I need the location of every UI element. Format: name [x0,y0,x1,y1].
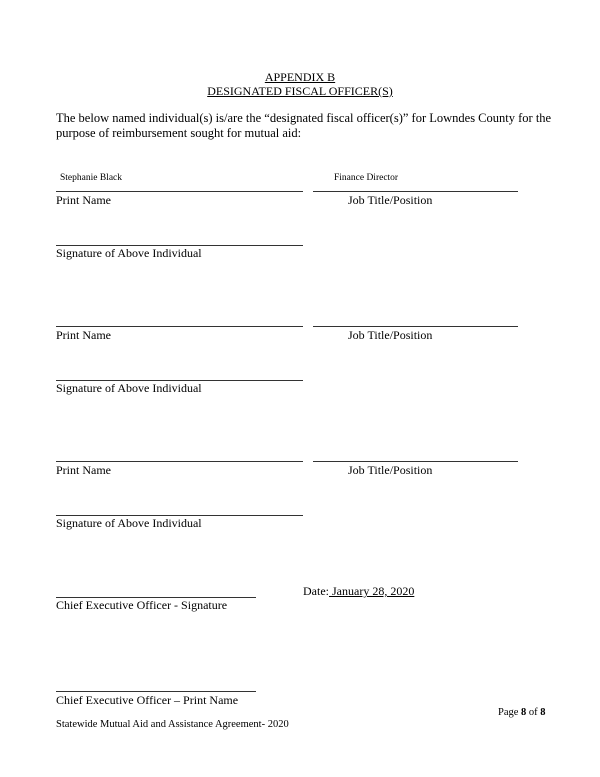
officer-3-signature-label: Signature of Above Individual [56,516,202,530]
officer-2-job-title-label: Job Title/Position [348,328,433,342]
date-field [303,584,414,598]
ceo-signature-label: Chief Executive Officer - Signature [56,598,228,612]
footer-agreement: Statewide Mutual Aid and Assistance Agreement- 2020 [56,719,289,730]
officer-1-name-line [56,191,303,192]
officer-3-job-title-label: Job Title/Position [348,463,433,477]
officer-3-title-line [313,461,518,462]
officer-3-print-name-label: Print Name [56,463,111,477]
appendix-title: APPENDIX B [264,70,336,84]
officer-1-title-value: Finance Director [334,173,399,183]
officer-2-name-line [56,326,303,327]
page-current: 8 [521,707,527,718]
page-number [498,707,546,719]
officer-1-job-title-label: Job Title/Position [348,193,433,207]
intro-line-1: The below named individual(s) is/are the “designated fiscal officer(s)” for Lowndes County for the [56,111,552,125]
officer-2-signature-label: Signature of Above Individual [56,381,202,395]
appendix-subtitle: DESIGNATED FISCAL OFFICER(S) [207,84,393,98]
ceo-print-name-line [56,691,256,692]
officer-1-print-name-label: Print Name [56,193,111,207]
page-total: 8 [540,707,546,718]
officer-1-signature-label: Signature of Above Individual [56,246,202,260]
officer-2-title-line [313,326,518,327]
officer-1-title-line [313,191,518,192]
officer-2-print-name-label: Print Name [56,328,111,342]
intro-line-2: purpose of reimbursement sought for mutual aid: [56,126,302,140]
ceo-print-name-label: Chief Executive Officer – Print Name [56,693,239,707]
page-prefix: Page [498,707,522,718]
date-value: January 28, 2020 [329,584,415,598]
intro-paragraph [56,111,556,141]
page-of: of [526,707,541,718]
date-label: Date: [303,584,329,598]
officer-1-name-value: Stephanie Black [60,173,122,183]
officer-3-name-line [56,461,303,462]
